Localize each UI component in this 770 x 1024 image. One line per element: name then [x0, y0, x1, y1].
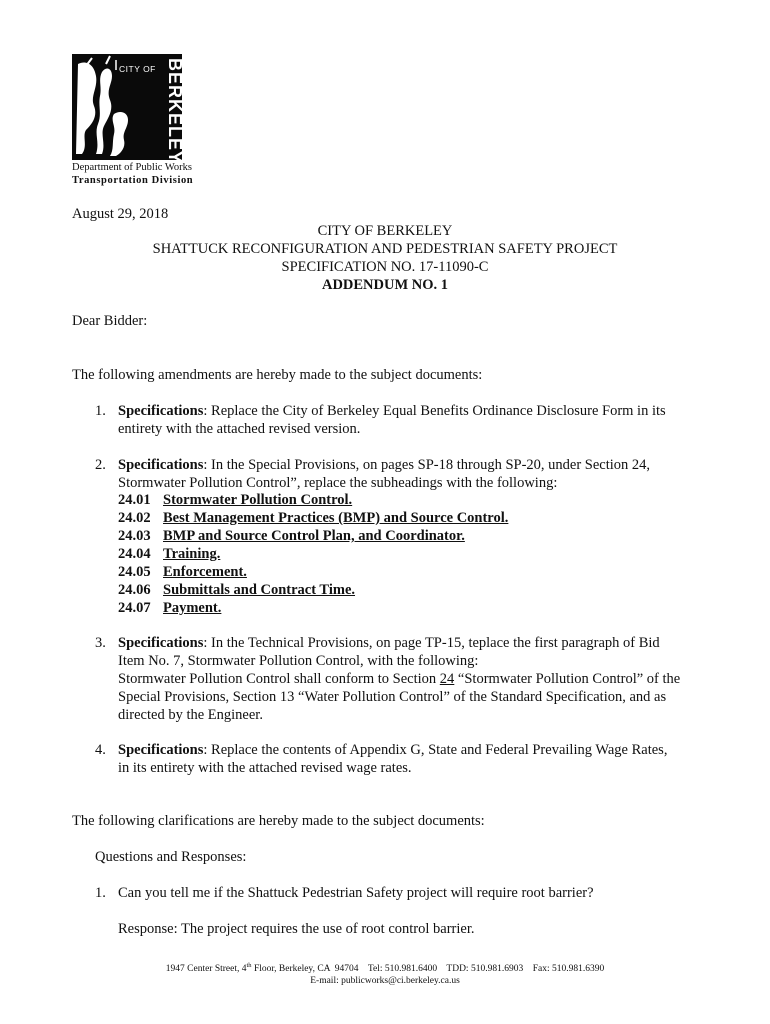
- amendment-text: Special Provisions, Section 13 “Water Pollution Control” of the Standard Specification, and as: [118, 689, 667, 705]
- subheading-item: [118, 581, 355, 599]
- subheading-code: 24.02: [118, 510, 151, 526]
- amendment-text: Stormwater Pollution Control shall conform to Section: [118, 671, 440, 687]
- amendment-text: : Replace the City of Berkeley Equal Benefits Ordinance Disclosure Form in its: [203, 403, 666, 419]
- amendment-number: 3.: [95, 635, 106, 651]
- letter-date: August 29, 2018: [72, 206, 169, 222]
- amendment-label: Specifications: [118, 457, 204, 473]
- subheading-code: 24.01: [118, 492, 151, 508]
- amendment-text: entirety with the attached revised version.: [118, 421, 361, 437]
- qa-heading: Questions and Responses:: [95, 849, 247, 865]
- subheading-code: 24.07: [118, 600, 151, 616]
- subheading-item: [118, 509, 508, 527]
- amendment-number: 4.: [95, 742, 106, 758]
- city-of-berkeley-logo: [72, 54, 185, 165]
- footer-address-sup: th: [246, 961, 252, 969]
- subheading-title: Payment.: [163, 600, 222, 616]
- amendment-text: : In the Technical Provisions, on page TP-15, teplace the first paragraph of Bid: [203, 635, 660, 651]
- subheading-item: [118, 545, 220, 563]
- amendment-label: Specifications: [118, 635, 204, 651]
- subheading-title: Stormwater Pollution Control.: [163, 492, 353, 508]
- subheading-item: [118, 599, 221, 617]
- amendment-line: [118, 456, 650, 474]
- amendment-line: [118, 741, 667, 759]
- department-name: Department of Public Works: [72, 162, 192, 173]
- amendment-text: directed by the Engineer.: [118, 707, 263, 723]
- amendment-text: : In the Special Provisions, on pages SP-18 through SP-20, under Section 24,: [203, 457, 651, 473]
- subheading-item: [118, 491, 352, 509]
- question-text: Can you tell me if the Shattuck Pedestrian Safety project will require root barrier?: [118, 885, 594, 901]
- subheading-code: 24.03: [118, 528, 151, 544]
- section-reference: 24: [439, 671, 455, 687]
- subheading-item: [118, 527, 465, 545]
- amendment-number: 1.: [95, 403, 106, 419]
- salutation: Dear Bidder:: [72, 313, 148, 329]
- amendment-text: Stormwater Pollution Control”, replace the subheadings with the following:: [118, 475, 558, 491]
- subheading-code: 24.05: [118, 564, 151, 580]
- subheading-title: Best Management Practices (BMP) and Source Control.: [163, 510, 509, 526]
- amendment-number: 2.: [95, 457, 106, 473]
- amendment-line: [118, 402, 666, 420]
- subheading-code: 24.06: [118, 582, 151, 598]
- subheading-title: Enforcement.: [163, 564, 247, 580]
- footer-address-street: 1947 Center Street, 4: [165, 964, 247, 974]
- amendment-label: Specifications: [118, 403, 204, 419]
- subheading-title: Submittals and Contract Time.: [163, 582, 356, 598]
- amendment-line: [118, 634, 660, 652]
- subheading-title: Training.: [163, 546, 221, 562]
- amendments-intro: The following amendments are hereby made to the subject documents:: [72, 367, 483, 383]
- amendment-text: Item No. 7, Stormwater Pollution Control, with the following:: [118, 653, 479, 669]
- heading-line-3: SPECIFICATION NO. 17-11090-C: [281, 259, 489, 275]
- heading-line-2: SHATTUCK RECONFIGURATION AND PEDESTRIAN SAFETY PROJECT: [152, 241, 618, 257]
- footer-address: [0, 963, 770, 975]
- clarifications-intro: The following clarifications are hereby made to the subject documents:: [72, 813, 485, 829]
- heading-addendum: ADDENDUM NO. 1: [321, 277, 449, 293]
- amendment-text: : Replace the contents of Appendix G, State and Federal Prevailing Wage Rates,: [203, 742, 668, 758]
- subheading-code: 24.04: [118, 546, 151, 562]
- subheading-item: [118, 563, 247, 581]
- subheading-title: BMP and Source Control Plan, and Coordinator.: [163, 528, 465, 544]
- amendment-label: Specifications: [118, 742, 204, 758]
- heading-line-1: CITY OF BERKELEY: [317, 223, 453, 239]
- footer-address-contact: Floor, Berkeley, CA 94704 Tel: 510.981.6400 TDD: 510.981.6903 Fax: 510.981.6390: [251, 964, 605, 974]
- logo-berkeley-text: BERKELEY: [165, 58, 185, 165]
- amendment-line: [118, 670, 680, 688]
- question-number: 1.: [95, 885, 106, 901]
- logo-city-text: CITY OF: [119, 64, 156, 74]
- division-name: Transportation Division: [72, 175, 194, 186]
- response-text: Response: The project requires the use of root control barrier.: [118, 921, 475, 937]
- amendment-text: in its entirety with the attached revised wage rates.: [118, 760, 412, 776]
- amendment-text: “Stormwater Pollution Control” of the: [454, 671, 681, 687]
- footer-email: E-mail: publicworks@ci.berkeley.ca.us: [310, 976, 460, 986]
